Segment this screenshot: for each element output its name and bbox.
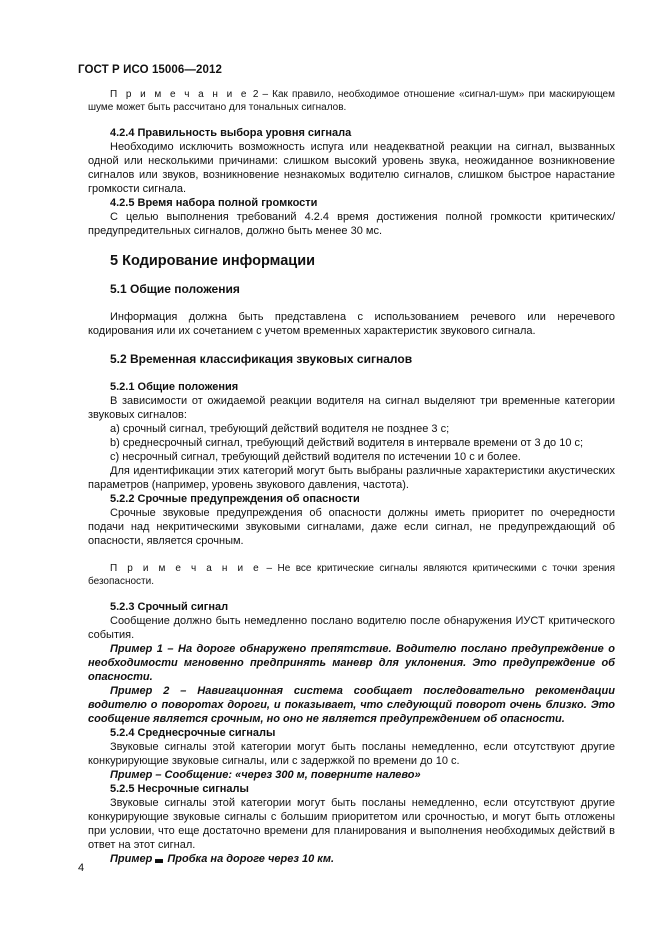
- section-5-2-5-text: Звуковые сигналы этой категории могут быть посланы немедленно, если отсутствуют другие конкурирующие звуковые сигналы с большим приоритетом или срочностью, и могут быть отложены при условии, что еще достаточно времени для планирования и выполнения необходимых действий в ответ на этот сигнал.: [88, 797, 615, 851]
- section-5-2-3-text: Сообщение должно быть немедленно послано водителю после обнаружения ИУСТ критического события.: [88, 615, 615, 641]
- section-4-2-5-title: 4.2.5 Время набора полной громкости: [110, 197, 318, 209]
- example-5-2-4: Пример – Сообщение: «через 300 м, поверните налево»: [110, 769, 421, 781]
- section-5-2-4-title: 5.2.4 Среднесрочные сигналы: [110, 727, 276, 739]
- section-5-2-1-intro: В зависимости от ожидаемой реакции водителя на сигнал выделяют три временные категории звуковых сигналов:: [88, 395, 615, 421]
- section-5-2-4-text: Звуковые сигналы этой категории могут быть посланы немедленно, если отсутствуют другие конкурирующие звуковые сигналы, или с задержкой по времени до 10 с.: [88, 741, 615, 767]
- example-text: Пробка на дороге через 10 км.: [164, 853, 335, 865]
- note-text: – Не все критические сигналы являются критическими с точки зрения безопасности.: [88, 563, 616, 587]
- list-item: b) среднесрочный сигнал, требующий действий водителя в интервале времени от 3 до 10 с;: [110, 437, 584, 449]
- section-5-2-2-title: 5.2.2 Срочные предупреждения об опасности: [110, 493, 360, 505]
- section-5-1-text: Информация должна быть представлена с использованием речевого или неречевого кодирования или их сочетанием с учетом временных характеристик звукового сигнала.: [88, 311, 615, 337]
- section-5-2-1-title: 5.2.1 Общие положения: [110, 381, 239, 393]
- section-5-title: 5 Кодирование информации: [110, 253, 316, 269]
- section-5-2-title: 5.2 Временная классификация звуковых сигналов: [110, 352, 413, 366]
- section-4-2-4-text: Необходимо исключить возможность испуга или неадекватной реакции на сигнал, вызванных одной или несколькими причинами: слишком высокий уровень звука, неожиданное возникновение сигналов или звуков, возникновение незнакомых водителю сигналов, слишком быстрое нарастание громкости сигнала.: [88, 141, 615, 195]
- section-4-2-5-text: С целью выполнения требований 4.2.4 время достижения полной громкости критических/предупредительных сигналов, должно быть менее 30 мс.: [88, 211, 615, 237]
- note-top: [88, 88, 615, 114]
- page-number: 4: [78, 862, 85, 874]
- list-item: a) срочный сигнал, требующий действий водителя не позднее 3 с;: [110, 423, 450, 435]
- section-5-2-2-text: Срочные звуковые предупреждения об опасности должны иметь приоритет по очередности подачи над некритическими звуковыми сигналами, даже если сигнал, не предупреждающий об опасности, является срочным.: [88, 507, 615, 547]
- section-5-2-1-outro: Для идентификации этих категорий могут быть выбраны различные характеристики акустических параметров (например, уровень звукового давления, частота).: [88, 465, 615, 491]
- list-item: c) несрочный сигнал, требующий действий водителя по истечении 10 с и более.: [110, 451, 521, 463]
- page-content: [88, 88, 615, 866]
- example-5-2-5: [88, 852, 615, 866]
- section-4-2-4-title: 4.2.4 Правильность выбора уровня сигнала: [110, 127, 352, 139]
- example-label: Пример: [110, 853, 153, 865]
- dash-mark: [155, 859, 163, 863]
- note-label: П р и м е ч а н и е: [110, 563, 262, 574]
- note-text: 2 – Как правило, необходимое отношение «сигнал-шум» при маскирующем шуме может быть рассчитано для тональных сигналов.: [88, 89, 615, 113]
- note-mid: [88, 562, 615, 588]
- note-label: П р и м е ч а н и е: [110, 89, 249, 100]
- section-5-2-5-title: 5.2.5 Несрочные сигналы: [110, 783, 249, 795]
- example-2: Пример 2 – Навигационная система сообщает последовательно рекомендации водителю о поворотах дороги, и показывает, что следующий поворот очень близко. Это сообщение является срочным, но оно не является предупреждением об опасности.: [88, 685, 615, 725]
- document-header: ГОСТ Р ИСО 15006—2012: [78, 64, 223, 76]
- example-1: Пример 1 – На дороге обнаружено препятствие. Водителю послано предупреждение о необходимости мгновенно предпринять маневр для уклонения. Это предупреждение об опасности.: [88, 643, 615, 683]
- section-5-1-title: 5.1 Общие положения: [110, 282, 240, 296]
- section-5-2-3-title: 5.2.3 Срочный сигнал: [110, 601, 229, 613]
